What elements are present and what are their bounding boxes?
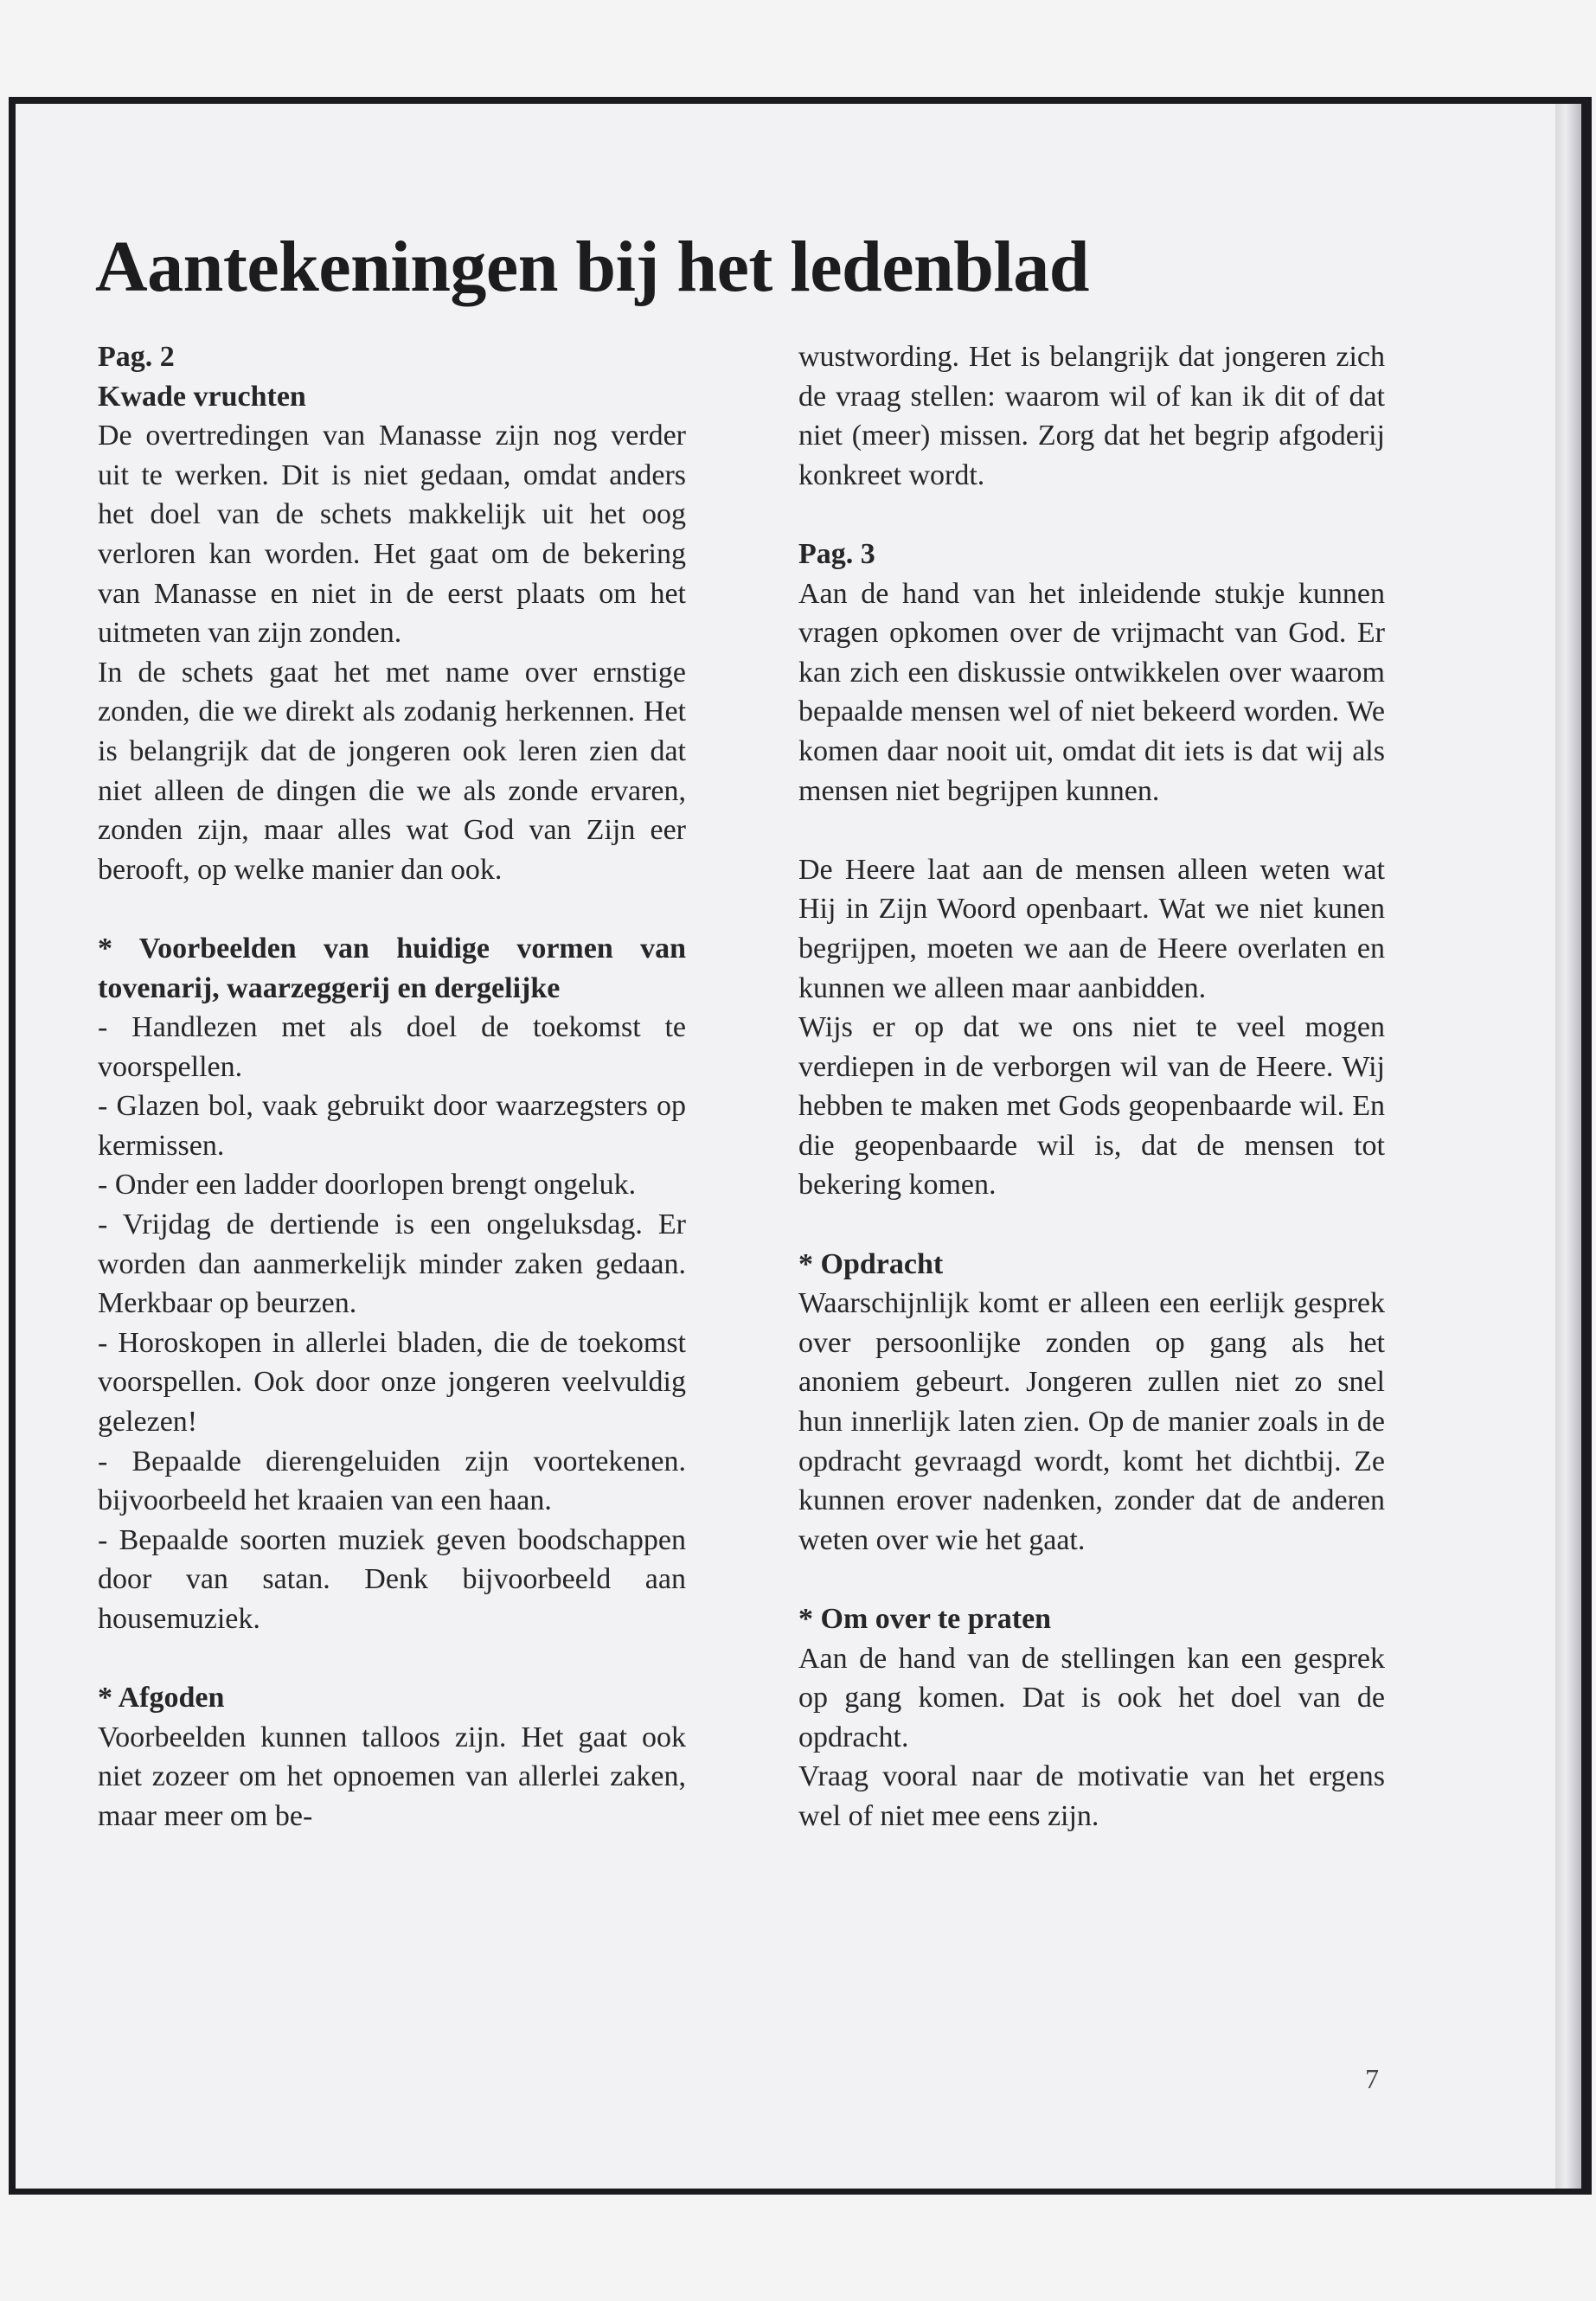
page-title: Aantekeningen bij het ledenblad: [95, 227, 1090, 307]
section-heading: * Opdracht: [798, 1247, 944, 1280]
section-heading: Pag. 3: [798, 537, 875, 570]
page-number: 7: [1365, 2063, 1379, 2094]
paragraph: Aan de hand van het inleidende stukje kunnen vragen opkomen over de vrijmacht van God. Er kan zich een diskussie ontwikkelen over waarom bepaalde mensen wel of niet bekeerd worden. We komen daar nooit uit, omdat dit iets is dat wij als mensen niet begrijpen kunnen.: [798, 577, 1385, 807]
paragraph: - Handlezen met als doel de toekomst te voorspellen.: [98, 1011, 686, 1083]
paragraph: - Vrijdag de dertiende is een ongeluksdag. Er worden dan aanmerkelijk minder zaken gedaan. Merkbaar op beurzen.: [98, 1208, 686, 1320]
paragraph-gap: [798, 1205, 1385, 1245]
paragraph: wustwording. Het is belangrijk dat jongeren zich de vraag stellen: waarom wil of kan ik dit of dat niet (meer) missen. Zorg dat het begrip afgoderij konkreet wordt.: [798, 341, 1385, 491]
paragraph-gap: [798, 1560, 1385, 1599]
paragraph: - Bepaalde dierengeluiden zijn voortekenen. bijvoorbeeld het kraaien van een haan.: [98, 1445, 686, 1517]
paragraph: Voorbeelden kunnen talloos zijn. Het gaat ook niet zozeer om het opnoemen van allerlei zaken, maar meer om be-: [98, 1721, 686, 1832]
right-column: [798, 337, 1385, 1836]
paragraph: - Glazen bol, vaak gebruikt door waarzegsters op kermissen.: [98, 1090, 686, 1162]
section-heading: Kwade vruchten: [98, 380, 306, 413]
paragraph-gap: [798, 811, 1385, 850]
paragraph-gap: [98, 889, 686, 929]
section-heading: * Voorbeelden van huidige vormen van tovenarij, waarzeggerij en dergelijke: [98, 932, 686, 1004]
paragraph: Wijs er op dat we ons niet te veel mogen verdiepen in de verborgen wil van de Heere. Wij hebben te maken met Gods geopenbaarde wil. En die geopenbaarde wil is, dat de mensen tot bekering komen.: [798, 1011, 1385, 1202]
left-column: [98, 337, 686, 1836]
paragraph: Aan de hand van de stellingen kan een gesprek op gang komen. Dat is ook het doel van de opdracht.: [798, 1642, 1385, 1753]
section-heading: Pag. 2: [98, 341, 175, 373]
paragraph: Vraag vooral naar de motivatie van het ergens wel of niet mee eens zijn.: [798, 1760, 1385, 1832]
paragraph: - Onder een ladder doorlopen brengt ongeluk.: [98, 1169, 637, 1202]
paragraph: De Heere laat aan de mensen alleen weten wat Hij in Zijn Woord openbaart. Wat we niet kunen begrijpen, moeten we aan de Heere overlaten en kunnen we alleen maar aanbidden.: [798, 853, 1385, 1004]
page-edge: [1555, 104, 1581, 2189]
paragraph: In de schets gaat het met name over ernstige zonden, die we direkt als zodanig herkennen. Het is belangrijk dat de jongeren ook leren zien dat niet alleen de dingen die we als zonde ervaren, zonden zijn, maar alles wat God van Zijn eer berooft, op welke manier dan ook.: [98, 656, 686, 886]
section-heading: * Afgoden: [98, 1682, 225, 1715]
paragraph-gap: [98, 1639, 686, 1679]
document-page: [16, 104, 1555, 2189]
paragraph: - Bepaalde soorten muziek geven boodschappen door van satan. Denk bijvoorbeeld aan housemuziek.: [98, 1523, 686, 1635]
paragraph-gap: [798, 495, 1385, 535]
paragraph: - Horoskopen in allerlei bladen, die de toekomst voorspellen. Ook door onze jongeren veelvuldig gelezen!: [98, 1326, 686, 1439]
paragraph: Waarschijnlijk komt er alleen een eerlijk gesprek over persoonlijke zonden op gang als het anoniem gebeurt. Jongeren zullen niet zo snel hun innerlijk laten zien. Op de manier zoals in de opdracht gevraagd wordt, komt het dichtbij. Ze kunnen erover nadenken, zonder dat de anderen weten over wie het gaat.: [798, 1287, 1385, 1556]
section-heading: * Om over te praten: [798, 1603, 1052, 1635]
paragraph: De overtredingen van Manasse zijn nog verder uit te werken. Dit is niet gedaan, omdat anders het doel van de schets makkelijk uit het oog verloren kan worden. Het gaat om de bekering van Manasse en niet in de eerst plaats om het uitmeten van zijn zonden.: [98, 420, 686, 650]
